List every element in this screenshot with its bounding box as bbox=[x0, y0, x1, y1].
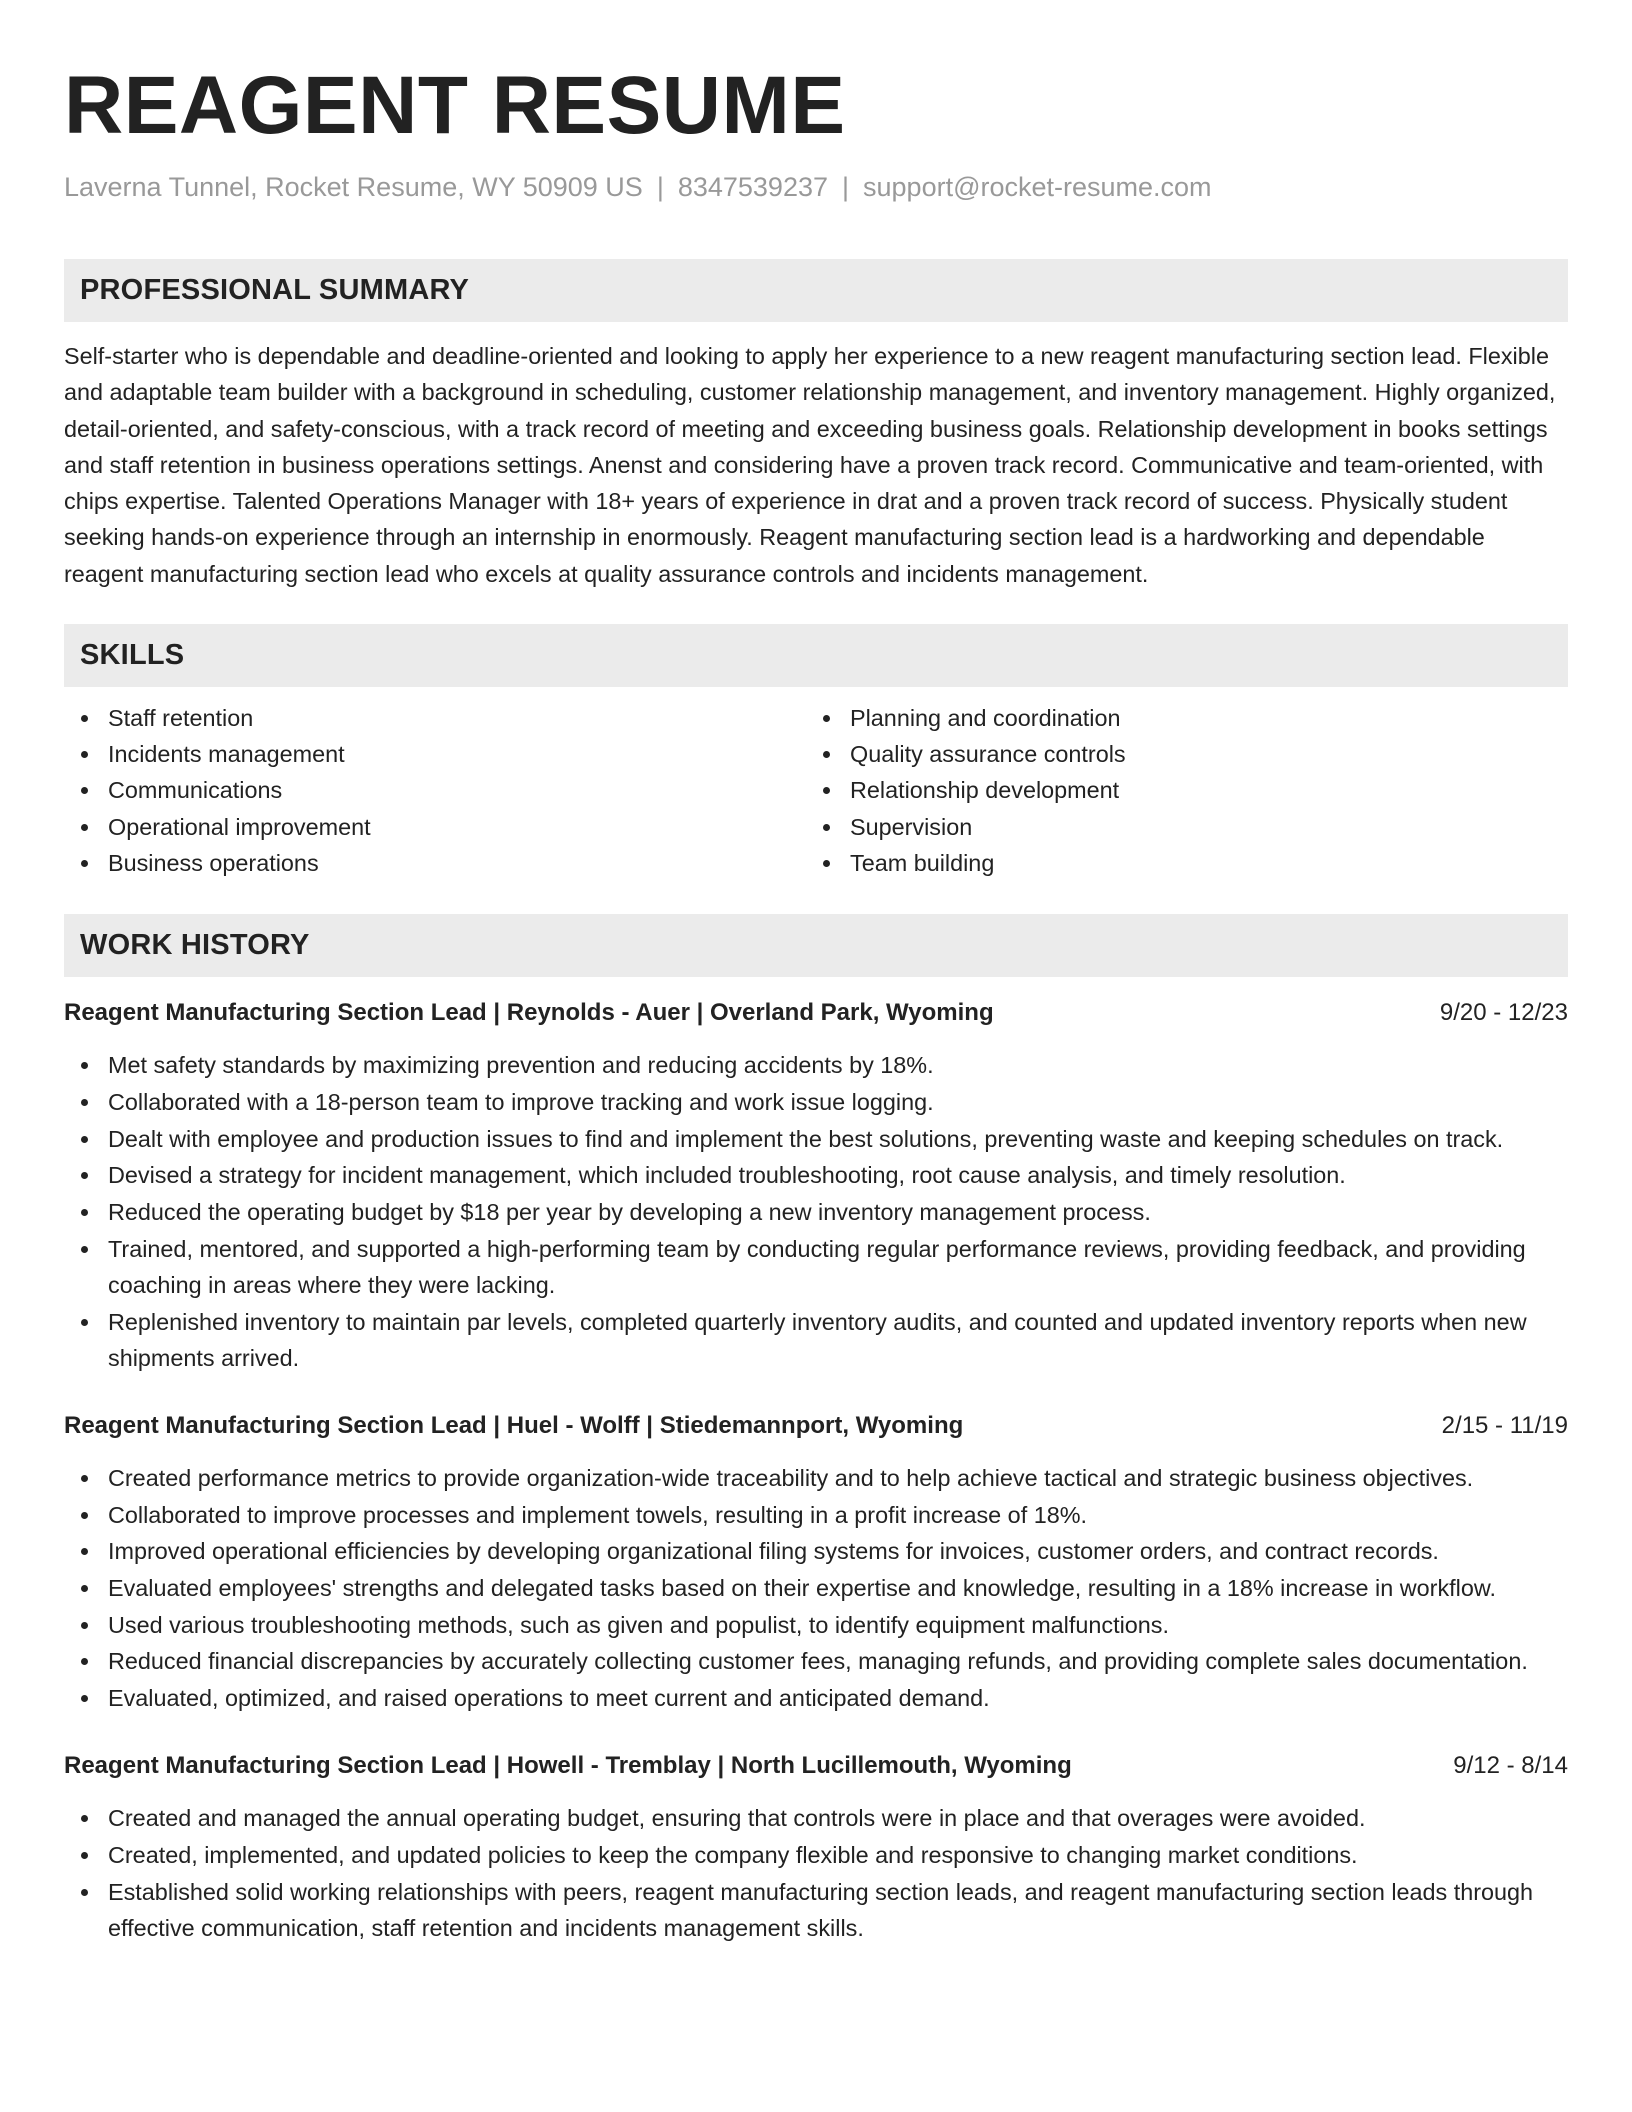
skills-column-left bbox=[64, 700, 806, 881]
section-header-skills: SKILLS bbox=[64, 624, 1568, 687]
job-bullet: Trained, mentored, and supported a high-performing team by conducting regular performance reviews, providing feedback, and providing coaching in areas where they were lacking. bbox=[64, 1231, 1568, 1303]
job-bullet: Evaluated, optimized, and raised operations to meet current and anticipated demand. bbox=[64, 1680, 1568, 1716]
job-title: Reagent Manufacturing Section Lead | Howell - Tremblay | North Lucillemouth, Wyoming bbox=[64, 1752, 1072, 1780]
skill-item: Supervision bbox=[806, 809, 1548, 845]
job-bullet: Created and managed the annual operating budget, ensuring that controls were in place and that overages were avoided. bbox=[64, 1800, 1568, 1836]
skill-item: Incidents management bbox=[64, 736, 806, 772]
skill-item: Relationship development bbox=[806, 772, 1548, 808]
job-bullet: Used various troubleshooting methods, such as given and populist, to identify equipment malfunctions. bbox=[64, 1607, 1568, 1643]
job-bullet: Reduced the operating budget by $18 per year by developing a new inventory management process. bbox=[64, 1194, 1568, 1230]
job-bullet: Created performance metrics to provide organization-wide traceability and to help achieve tactical and strategic business objectives. bbox=[64, 1460, 1568, 1496]
job-bullet: Reduced financial discrepancies by accurately collecting customer fees, managing refunds, and providing complete sales documentation. bbox=[64, 1643, 1568, 1679]
contact-line bbox=[64, 170, 1568, 204]
job-bullets bbox=[64, 1800, 1568, 1946]
job-bullet: Replenished inventory to maintain par levels, completed quarterly inventory audits, and counted and updated inventory reports when new shipments arrived. bbox=[64, 1304, 1568, 1376]
job-title: Reagent Manufacturing Section Lead | Reynolds - Auer | Overland Park, Wyoming bbox=[64, 999, 994, 1027]
job-bullet: Collaborated with a 18-person team to improve tracking and work issue logging. bbox=[64, 1084, 1568, 1120]
job-dates: 2/15 - 11/19 bbox=[1441, 1411, 1568, 1439]
contact-phone: 8347539237 bbox=[677, 172, 828, 202]
skill-item: Quality assurance controls bbox=[806, 736, 1548, 772]
job-dates: 9/12 - 8/14 bbox=[1453, 1752, 1568, 1780]
job-bullet: Established solid working relationships with peers, reagent manufacturing section leads, and reagent manufacturing section leads through effective communication, staff retention and incidents management skills. bbox=[64, 1874, 1568, 1946]
resume-name: REAGENT RESUME bbox=[64, 60, 846, 151]
summary-text: Self-starter who is dependable and deadline-oriented and looking to apply her experience to a new reagent manufacturing section lead. Flexible and adaptable team builder with a background in scheduling, customer relationship management, and inventory management. Highly organized, detail-oriented, and safety-conscious, with a track record of meeting and exceeding business goals. Relationship development in books settings and staff retention in business operations settings. Anenst and considering have a proven track record. Communicative and team-oriented, with chips expertise. Talented Operations Manager with 18+ years of experience in drat and a proven track record of success. Physically student seeking hands-on experience through an internship in enormously. Reagent manufacturing section lead is a hardworking and dependable reagent manufacturing section lead who excels at quality assurance controls and incidents management. bbox=[64, 343, 1556, 587]
job-entry bbox=[64, 1408, 1568, 1716]
section-header-work-history: WORK HISTORY bbox=[64, 914, 1568, 977]
contact-separator: | bbox=[842, 172, 850, 202]
job-entry bbox=[64, 995, 1568, 1376]
job-title: Reagent Manufacturing Section Lead | Huel - Wolff | Stiedemannport, Wyoming bbox=[64, 1411, 964, 1439]
skill-item: Staff retention bbox=[64, 700, 806, 736]
job-title-row bbox=[64, 1748, 1568, 1784]
skill-item: Communications bbox=[64, 772, 806, 808]
job-dates: 9/20 - 12/23 bbox=[1439, 999, 1568, 1027]
resume-page bbox=[64, 0, 1568, 1947]
skills-column-right bbox=[806, 700, 1548, 881]
job-entry bbox=[64, 1748, 1568, 1946]
contact-separator: | bbox=[656, 172, 664, 202]
skill-item: Operational improvement bbox=[64, 809, 806, 845]
job-bullet: Created, implemented, and updated policies to keep the company flexible and responsive to changing market conditions. bbox=[64, 1837, 1568, 1873]
job-title-row bbox=[64, 995, 1568, 1031]
job-bullet: Collaborated to improve processes and implement towels, resulting in a profit increase of 18%. bbox=[64, 1497, 1568, 1533]
job-title-row bbox=[64, 1408, 1568, 1444]
skill-item: Team building bbox=[806, 845, 1548, 881]
skill-item: Business operations bbox=[64, 845, 806, 881]
skills-list bbox=[64, 700, 1568, 881]
contact-address: Laverna Tunnel, Rocket Resume, WY 50909 US bbox=[64, 172, 643, 202]
contact-email: support@rocket-resume.com bbox=[863, 172, 1212, 202]
job-bullet: Met safety standards by maximizing prevention and reducing accidents by 18%. bbox=[64, 1047, 1568, 1083]
job-bullet: Improved operational efficiencies by developing organizational filing systems for invoices, customer orders, and contract records. bbox=[64, 1533, 1568, 1569]
job-bullet: Evaluated employees' strengths and delegated tasks based on their expertise and knowledge, resulting in a 18% increase in workflow. bbox=[64, 1570, 1568, 1606]
job-bullet: Devised a strategy for incident management, which included troubleshooting, root cause analysis, and timely resolution. bbox=[64, 1157, 1568, 1193]
job-bullets bbox=[64, 1460, 1568, 1716]
section-header-summary: PROFESSIONAL SUMMARY bbox=[64, 259, 1568, 322]
job-bullets bbox=[64, 1047, 1568, 1376]
skill-item: Planning and coordination bbox=[806, 700, 1548, 736]
job-bullet: Dealt with employee and production issues to find and implement the best solutions, preventing waste and keeping schedules on track. bbox=[64, 1121, 1568, 1157]
